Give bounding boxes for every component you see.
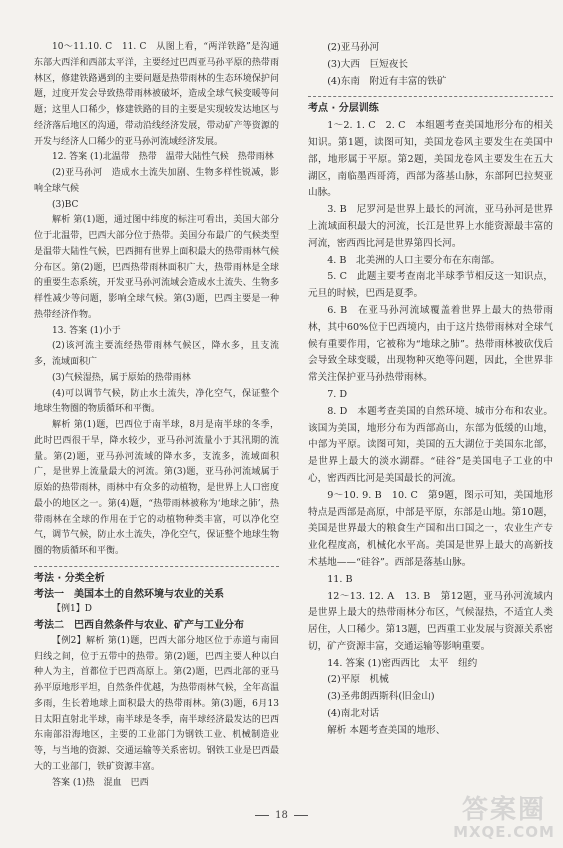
paragraph: (3)圣弗朗西斯科(旧金山) bbox=[327, 691, 435, 703]
left-column bbox=[34, 40, 279, 791]
paragraph: 9～10. 9. B 10. C 第9题，图示可知，美国地形特点是西部是高原，中部是平原，东部是山地。第10题，美国是世界最大的粮食生产国和出口国之一，农业生产专业化程度高，机械化水平高。美国是世界上最大的高新技术基地——“硅谷”。西部是落基山脉。 bbox=[308, 489, 553, 568]
paragraph: 解析 第(1)题，巴西位于南半球，8月是南半球的冬季，此时巴西很干旱，降水较少，亚马孙河流量小于其汛期的流量。第(2)题，亚马孙河流域的降水多，支流多，流域面积广，是世界上流量最大的河流。第(3)题，亚马孙河流域属于原始的热带雨林，雨林中有众多的动植物，是世界上人口密度最小的地区之一。第(4)题，“热带雨林被称为‘地球之肺’，热带雨林在全球的作用在于它的动植物种类丰富，可以净化空气，调节气候，防止水土流失，净化空气，保证整个地球生物圈的物质循环和平衡。 bbox=[34, 420, 279, 556]
paragraph: (2)亚马孙河 造成水土流失加剧、生物多样性锐减，影响全球气候 bbox=[34, 168, 279, 194]
watermark-logo bbox=[452, 796, 556, 842]
paragraph: (4)东南 附近有丰富的铁矿 bbox=[327, 75, 447, 87]
paragraph: (3)BC bbox=[52, 199, 79, 210]
watermark-logo-text: 答案圈 bbox=[461, 795, 546, 825]
paragraph: 5. C 此题主要考查南北半球季节相反这一知识点，元旦的时候，巴西是夏季。 bbox=[308, 271, 553, 300]
paragraph: 7. D bbox=[327, 388, 348, 400]
page-number: 18 bbox=[0, 810, 563, 821]
subsection-heading: 考法一 美国本土的自然环境与农业的关系 bbox=[34, 588, 224, 600]
paragraph: 【例2】解析 第(1)题，巴西大部分地区位于赤道与南回归线之间，位于五带中的热带。第(2)题，巴西主要人种以白种人为主，首都位于巴西高原上。第(2)题，巴西北部的亚马孙平原地形平坦，自然条件优越，为热带雨林气候，全年高温多雨，生长着地球上面积最大的热带雨林。第(3)题，6月13日太阳直射北半球，南半球是冬季，南半球经济最发达的巴西东南部沿海地区，主要的工业部门为钢铁工业、机械制造业等，与当地的资源、交通运输等关系密切。钢铁工业是巴西最大的工业部门，铁矿资源丰富。 bbox=[34, 635, 279, 772]
section-heading: 考法 · 分类全析 bbox=[34, 566, 279, 587]
paragraph: (2)该河流主要流经热带雨林气候区，降水多，且支流多，流域面积广 bbox=[34, 341, 279, 367]
paragraph: 10～11.10. C 11. C 从图上看，“两洋铁路”是沟通东部大西洋和西部太平洋，主要经过巴西亚马孙平原的热带雨林区，修建铁路遇到的主要问题是热带雨林的生态环境保护问题，过度开发会导致热带雨林被破坏，造成全球气候变暖等问题；这里人口稀少，修建铁路的目的主要是实现较发达地区与经济落后地区的沟通，带动沿线经济发展，带动矿产等资源的开发与经济人口稀少的亚马孙河流域经济发展。 bbox=[34, 42, 279, 147]
watermark-url: MXQE.COM bbox=[453, 823, 555, 841]
paragraph: 1～2. 1. C 2. C 本组题考查美国地形分布的相关知识。第1题，读图可知，美国龙卷风主要发生在美国中部，地形属于平原。第2题，美国龙卷风主要发生在五大湖区，南临墨西哥湾，西部为落基山脉，东部阿巴拉契亚山脉。 bbox=[308, 120, 553, 199]
paragraph: 11. B bbox=[327, 573, 353, 585]
paragraph: 4. B 北美洲的人口主要分布在东南部。 bbox=[327, 254, 500, 266]
paragraph: 答案 (1)热 混血 巴西 bbox=[52, 777, 149, 788]
right-column bbox=[308, 40, 553, 740]
paragraph: 3. B 尼罗河是世界上最长的河流，亚马孙河是世界上流域面积最大的河流，长江是世界上水能资源最丰富的河流，密西西比河是世界第四长河。 bbox=[308, 204, 553, 249]
paragraph: (2)平原 机械 bbox=[327, 674, 389, 686]
paragraph: (3)气候湿热，属于原始的热带雨林 bbox=[52, 372, 191, 383]
subsection-heading: 考法二 巴西自然条件与农业、矿产与工业分布 bbox=[34, 620, 244, 631]
paragraph: 解析 本题考查美国的地形、 bbox=[327, 724, 446, 736]
paragraph: 6. B 在亚马孙河流域覆盖着世界上最大的热带雨林，其中60%位于巴西境内，由于这片热带雨林对全球气候有重要作用，它被称为“地球之肺”。热带雨林被砍伐后会导致全球变暖，出现物种灭绝等问题，因此，全世界非常关注保护亚马孙热带雨林。 bbox=[308, 304, 553, 384]
paragraph: 8. D 本题考查美国的自然环境、城市分布和农业。该国为美国，地形分布为西部高山，东部为低缓的山地，中部为平原。读图可知，美国的五大湖位于美国东北部，是世界上最大的淡水湖群。“硅谷”是美国电子工业的中心，密西西比河是美国最长的河流。 bbox=[308, 405, 553, 484]
paragraph: (3)大西 巨短夜长 bbox=[327, 58, 408, 70]
paragraph: 12～13. 12. A 13. B 第12题，亚马孙河流域内是世界上最大的热带雨林分布区，气候湿热，不适宜人类居住，人口稀少。第13题，巴西重工业发展与资源关系密切，矿产资源丰富，交通运输等影响重要。 bbox=[308, 590, 553, 652]
paragraph: 12. 答案 (1)北温带 热带 温带大陆性气候 热带雨林 bbox=[52, 152, 274, 163]
paragraph: (2)亚马孙河 bbox=[327, 42, 380, 53]
paragraph: (4)南北对话 bbox=[327, 708, 380, 720]
paragraph: 14. 答案 (1)密西西比 太平 纽约 bbox=[327, 657, 478, 669]
section-heading: 考点 · 分层训练 bbox=[308, 96, 553, 118]
paragraph: 解析 第(1)题，通过图中纬度的标注可看出，美国大部分位于北温带，巴西大部分位于热带。美国分布最广的气候类型是温带大陆性气候，巴西拥有世界上面积最大的热带雨林气候分布区。第(2)题，巴西热带雨林面积广大，热带雨林是全球的重要生态系统，开发亚马孙河流域会造成水土流失、生物多样性减少等问题，影响全球气候。第(3)题，巴西主要是一种热带经济作物。 bbox=[34, 215, 279, 320]
paragraph: (4)可以调节气候，防止水土流失，净化空气，保证整个地球生物圈的物质循环和平衡。 bbox=[34, 388, 279, 415]
paragraph: 【例1】D bbox=[52, 604, 92, 615]
paragraph: 13. 答案 (1)小于 bbox=[52, 325, 121, 336]
